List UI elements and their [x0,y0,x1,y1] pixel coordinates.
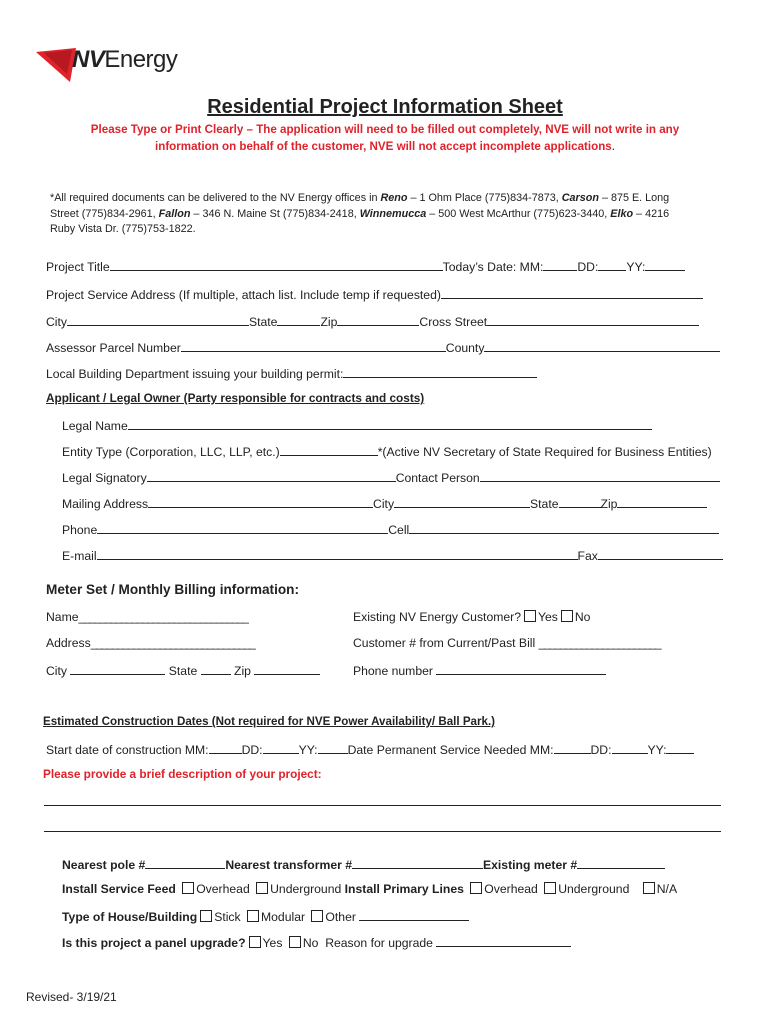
cross-street-field[interactable] [487,313,699,326]
customer-number-row: Customer # from Current/Past Bill _______________________ [353,636,660,650]
meter-zip-field[interactable] [254,662,320,675]
other-field[interactable] [359,908,469,921]
revised-date: Revised- 3/19/21 [26,990,117,1004]
description-line-1[interactable] [44,805,721,806]
cell-field[interactable] [409,521,719,534]
construction-heading: Estimated Construction Dates (Not required for NVE Power Availability/ Ball Park.) [43,715,496,728]
legal-name-field[interactable] [128,417,652,430]
phone-field[interactable] [97,521,388,534]
meter-state-field[interactable] [201,662,231,675]
modular-checkbox[interactable] [247,910,259,922]
county-field[interactable] [484,339,720,352]
start-yy-field[interactable] [318,741,348,754]
existing-meter-field[interactable] [577,856,665,869]
signatory-row: Legal Signatory Contact Person [62,469,720,485]
contact-person-field[interactable] [480,469,720,482]
meter-address-field[interactable]: _______________________________ [90,636,255,650]
project-state-field[interactable] [277,313,320,326]
existing-customer-row: Existing NV Energy Customer? Yes No [353,610,591,624]
meter-name-row: Name________________________________ [46,610,248,624]
apn-row: Assessor Parcel Number County [46,339,720,355]
description-prompt: Please provide a brief description of your project: [43,767,322,781]
meter-phone-field[interactable] [436,662,606,675]
primary-underground-checkbox[interactable] [544,882,556,894]
start-mm-field[interactable] [209,741,242,754]
perm-mm-field[interactable] [554,741,591,754]
meter-phone-row: Phone number [353,662,606,678]
page-title: Residential Project Information Sheet [207,96,563,118]
panel-upgrade-row: Is this project a panel upgrade? Yes No Reason for upgrade [62,934,571,950]
email-field[interactable] [97,547,578,560]
signatory-field[interactable] [147,469,396,482]
existing-no-checkbox[interactable] [561,610,573,622]
project-title-field[interactable] [110,258,443,271]
mailing-address-field[interactable] [148,495,373,508]
construction-dates-row: Start date of construction MM: DD: YY: Date Permanent Service Needed MM: DD: YY: [46,741,694,757]
primary-na-checkbox[interactable] [643,882,655,894]
description-line-2[interactable] [44,831,721,832]
reason-field[interactable] [436,934,571,947]
customer-number-field[interactable]: _______________________ [538,636,660,650]
applicant-heading: Applicant / Legal Owner (Party responsible for contracts and costs) [46,391,425,405]
perm-yy-field[interactable] [666,741,694,754]
apn-field[interactable] [181,339,446,352]
nearest-pole-field[interactable] [145,856,225,869]
project-city-field[interactable] [67,313,249,326]
logo [36,44,186,84]
nearest-transformer-field[interactable] [352,856,483,869]
today-mm-field[interactable] [543,258,577,271]
panel-yes-checkbox[interactable] [249,936,261,948]
entity-type-row: Entity Type (Corporation, LLC, LLP, etc.) *(Active NV Secretary of State Required for Business Entities) [62,445,712,459]
meter-city-field[interactable] [70,662,165,675]
today-yy-field[interactable] [645,258,685,271]
offices-line-3: Ruby Vista Dr. (775)753-1822. [50,223,196,235]
house-type-row: Type of House/Building Stick Modular Other [62,908,469,924]
feed-overhead-checkbox[interactable] [182,882,194,894]
primary-overhead-checkbox[interactable] [470,882,482,894]
fax-field[interactable] [598,547,723,560]
email-row: E-mail Fax [62,547,723,563]
entity-type-field[interactable] [280,443,378,456]
phone-row: Phone Cell [62,521,719,537]
meter-name-field[interactable]: ________________________________ [78,610,248,624]
mailing-zip-field[interactable] [617,495,707,508]
existing-yes-checkbox[interactable] [524,610,536,622]
logo-brand-nv: NV [72,46,105,73]
service-feed-row: Install Service Feed Overhead Underground Install Primary Lines Overhead Underground N/A [62,882,678,896]
meter-city-row: City State Zip [46,662,320,678]
building-dept-row: Local Building Department issuing your building permit: [46,365,537,381]
nearest-row: Nearest pole # Nearest transformer # Existing meter # [62,856,665,872]
feed-underground-checkbox[interactable] [256,882,268,894]
stick-checkbox[interactable] [200,910,212,922]
logo-brand-energy: Energy [104,46,178,73]
project-title-row: Project Title Today’s Date: MM: DD: YY: [46,258,685,274]
meter-heading: Meter Set / Monthly Billing information: [46,582,299,597]
offices-line-1: *All required documents can be delivered to the NV Energy offices in Reno – 1 Ohm Place (775)834-7873, Carson – 875 E. Long [50,192,670,204]
other-checkbox[interactable] [311,910,323,922]
instructions-line-1: Please Type or Print Clearly – The application will need to be filled out completely, NVE will not write in any [90,123,680,136]
mailing-state-field[interactable] [559,495,601,508]
mailing-city-field[interactable] [394,495,530,508]
mailing-row: Mailing Address City State Zip [62,495,707,511]
meter-address-row: Address_______________________________ [46,636,255,650]
legal-name-row: Legal Name [62,417,652,433]
instructions-line-2: information on behalf of the customer, NVE will not accept incomplete applications. [155,140,615,153]
building-dept-field[interactable] [343,365,537,378]
service-address-field[interactable] [441,286,703,299]
service-address-row: Project Service Address (If multiple, attach list. Include temp if requested) [46,286,703,302]
panel-no-checkbox[interactable] [289,936,301,948]
today-dd-field[interactable] [598,258,626,271]
city-row: City State Zip Cross Street [46,313,699,329]
nv-energy-logo-icon [36,44,76,82]
offices-line-2: Street (775)834-2961, Fallon – 346 N. Maine St (775)834-2418, Winnemucca – 500 West McArthur (775)623-3440, Elko – 4216 [50,208,670,220]
perm-dd-field[interactable] [612,741,648,754]
start-dd-field[interactable] [263,741,299,754]
project-zip-field[interactable] [337,313,419,326]
